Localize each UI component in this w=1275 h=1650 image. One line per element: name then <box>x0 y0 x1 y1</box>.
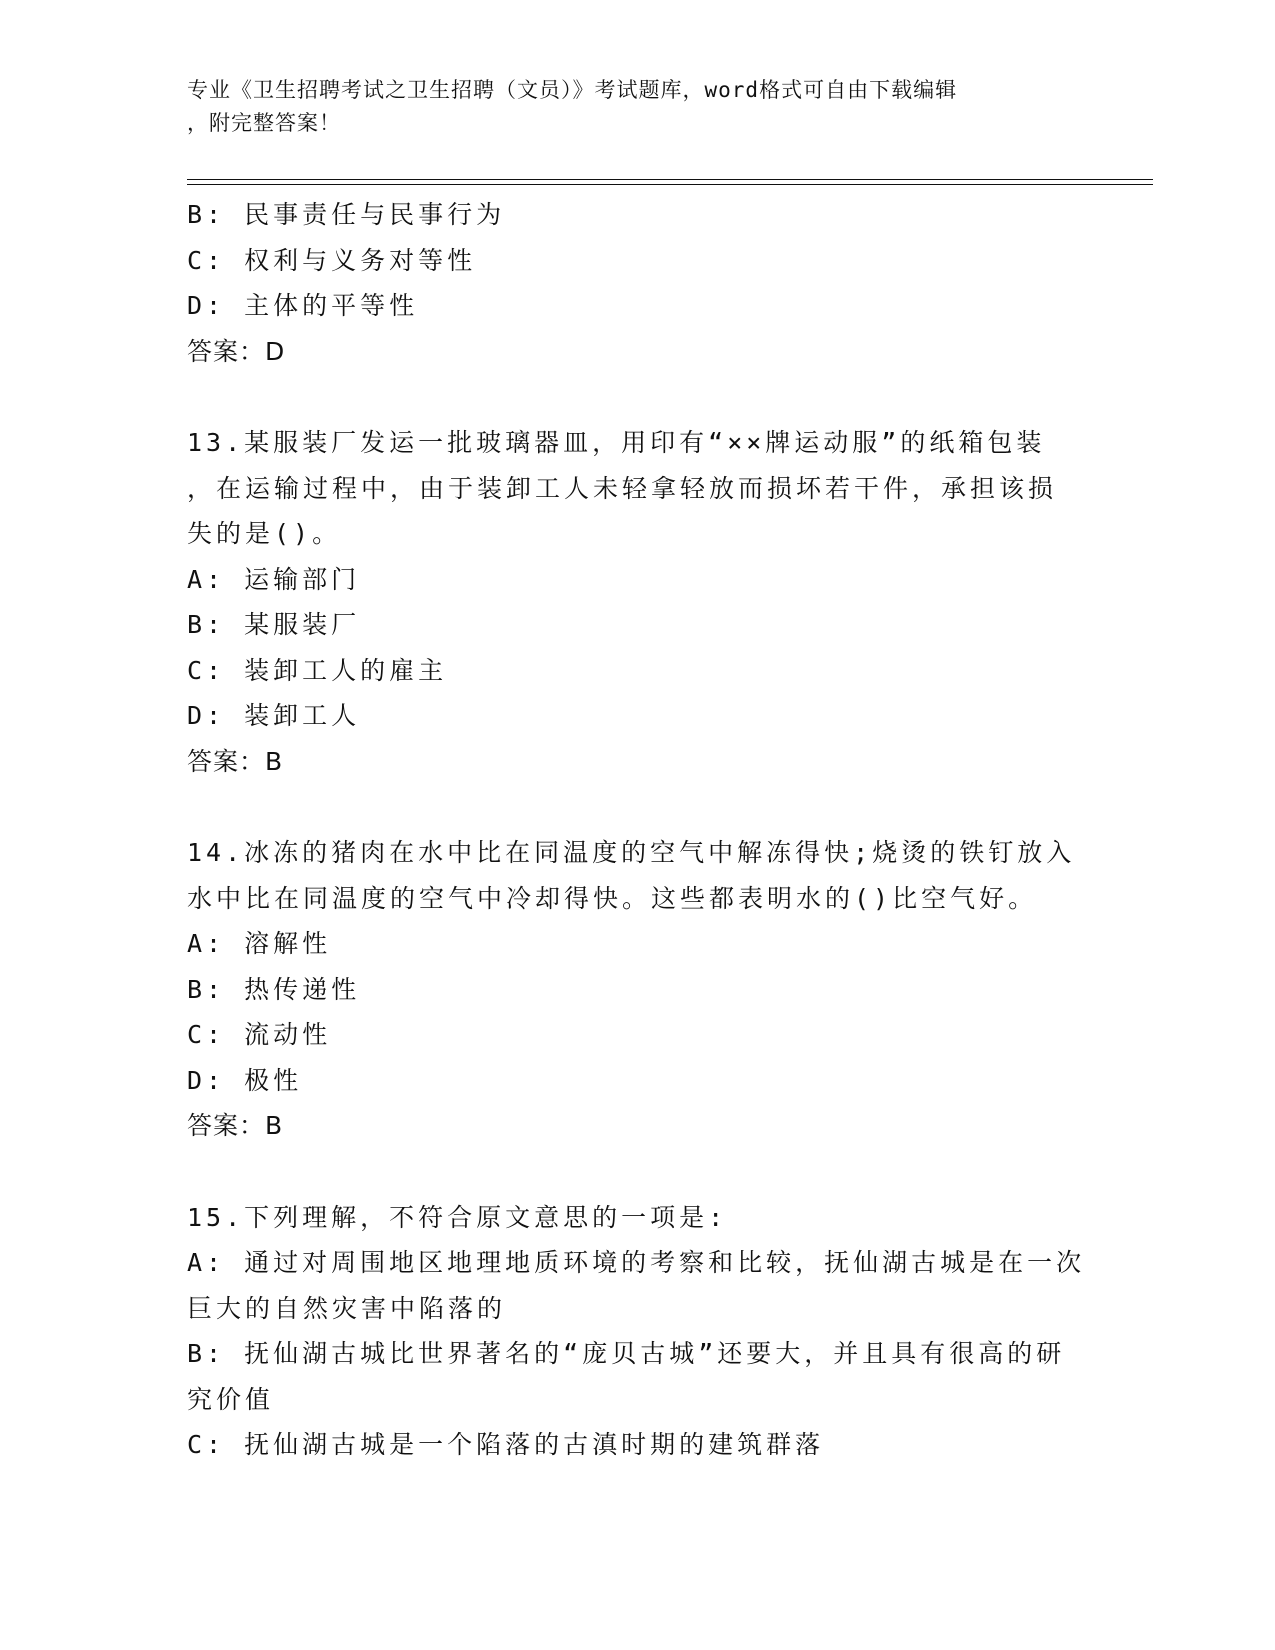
header-line-1: 专业《卫生招聘考试之卫生招聘（文员）》考试题库，word格式可自由下载编辑 <box>187 78 958 102</box>
q13-option-b: B: 某服装厂 <box>187 610 361 639</box>
question-12-tail <box>187 192 1087 374</box>
spacer <box>187 374 1087 420</box>
document-body <box>187 192 1087 1468</box>
q13-stem-line: 失的是()。 <box>187 519 342 548</box>
header-divider-bottom <box>187 184 1153 185</box>
q15-option-a-line: 巨大的自然灾害中陷落的 <box>187 1293 507 1323</box>
q15-option-b-line: B: 抚仙湖古城比世界著名的“庞贝古城”还要大，并且具有很高的研 <box>187 1339 1066 1368</box>
q15-option-a-line: A: 通过对周围地区地理地质环境的考察和比较，抚仙湖古城是在一次 <box>187 1248 1086 1277</box>
q13-stem-line: 13.某服装厂发运一批玻璃器皿，用印有“××牌运动服”的纸箱包装 <box>187 428 1046 457</box>
q14-answer: 答案：B <box>187 1111 284 1140</box>
spacer <box>187 1149 1087 1195</box>
q15-option-b-line: 究价值 <box>187 1384 275 1414</box>
q14-stem-line: 14.冰冻的猪肉在水中比在同温度的空气中解冻得快;烧烫的铁钉放入 <box>187 838 1076 867</box>
q14-option-a: A: 溶解性 <box>187 929 332 958</box>
document-header <box>187 74 1087 140</box>
spacer <box>187 784 1087 830</box>
q15-stem-line: 15.下列理解，不符合原文意思的一项是: <box>187 1202 728 1232</box>
q12-answer: 答案：D <box>187 336 286 366</box>
q12-option-b: B: 民事责任与民事行为 <box>187 200 506 229</box>
header-line-2: ，附完整答案！ <box>187 111 341 135</box>
q14-option-c: C: 流动性 <box>187 1020 332 1049</box>
q14-stem-line: 水中比在同温度的空气中冷却得快。这些都表明水的()比空气好。 <box>187 883 1038 913</box>
q13-option-a: A: 运输部门 <box>187 564 361 594</box>
q13-stem-line: ，在运输过程中，由于装卸工人未轻拿轻放而损坏若干件，承担该损 <box>187 473 1058 503</box>
question-13 <box>187 420 1087 784</box>
question-15 <box>187 1195 1087 1468</box>
q12-option-c: C: 权利与义务对等性 <box>187 245 477 275</box>
header-divider-top <box>187 179 1153 180</box>
q15-option-c: C: 抚仙湖古城是一个陷落的古滇时期的建筑群落 <box>187 1430 825 1459</box>
q13-option-c: C: 装卸工人的雇主 <box>187 655 448 685</box>
q13-option-d: D: 装卸工人 <box>187 701 361 730</box>
q12-option-d: D: 主体的平等性 <box>187 291 419 320</box>
q14-option-b: B: 热传递性 <box>187 974 361 1004</box>
question-14 <box>187 830 1087 1149</box>
q13-answer: 答案：B <box>187 746 284 776</box>
q14-option-d: D: 极性 <box>187 1065 303 1095</box>
